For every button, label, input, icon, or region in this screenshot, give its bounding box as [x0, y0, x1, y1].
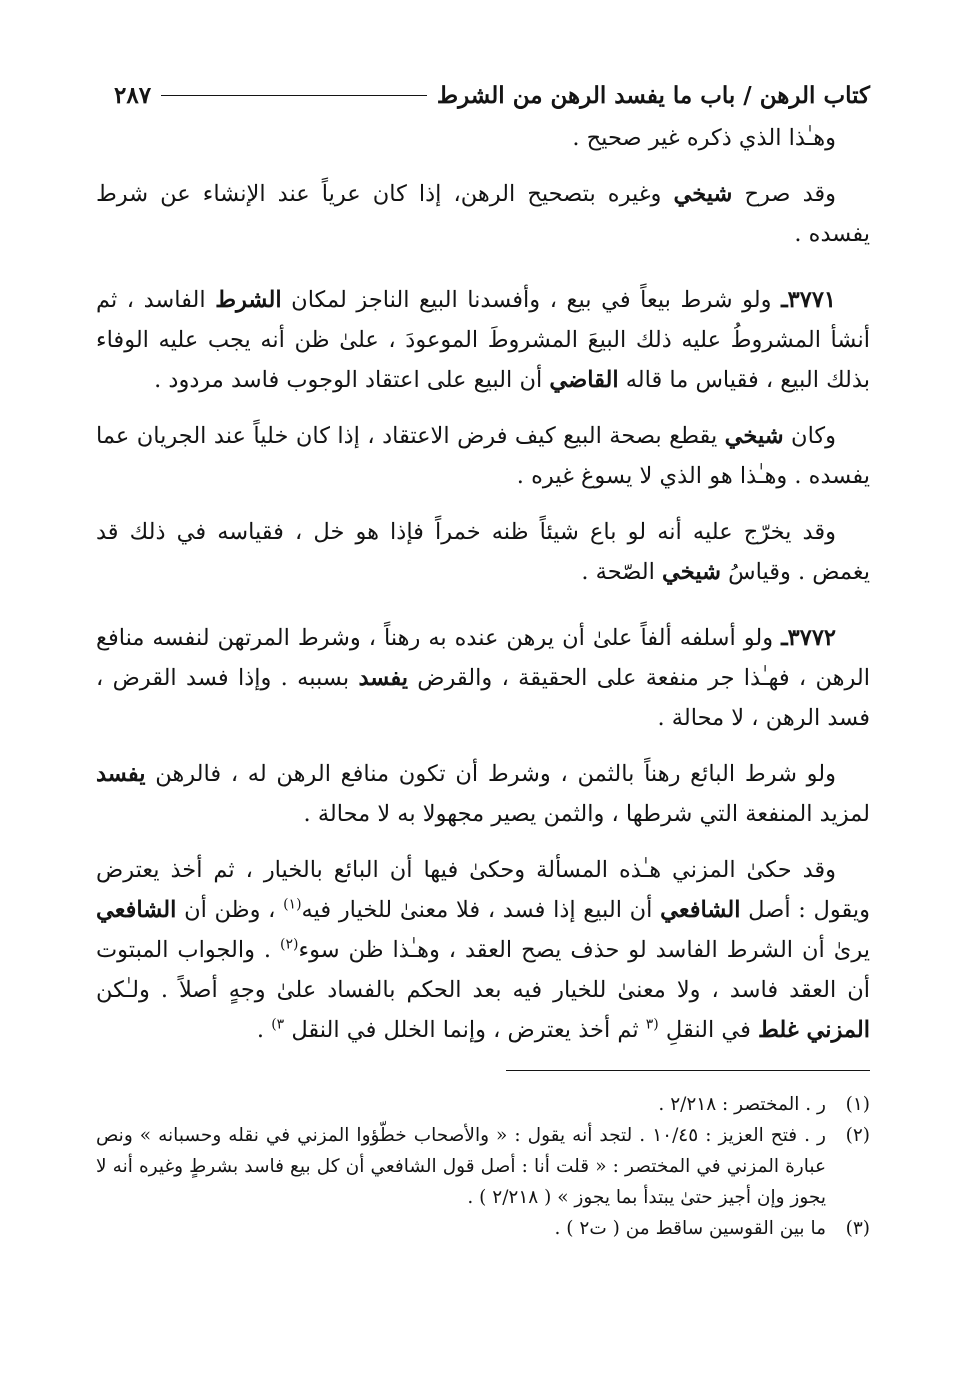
issue-number: ٣٧٧٢ـ: [781, 625, 836, 651]
paragraph-text: في النقلِ: [658, 1017, 759, 1043]
footnote-number: (٣): [845, 1218, 870, 1239]
paragraph-2: [96, 174, 870, 254]
bold-name: الشافعي: [96, 897, 177, 923]
paragraph-text: أن البيع إذا فسد ، فلا معنىٰ للخيار فيه: [301, 897, 661, 923]
footnote-ref[interactable]: (٣: [645, 1016, 659, 1033]
paragraph-text: ولو أسلفه ألفاً علىٰ أن يرهن عنده به رهناً ، وشرط المرتهن لنفسه منافع الرهن ، فهـٰذا جر منفعة على الحقيقة ، والقرض: [96, 625, 870, 691]
paragraph-text: الصّحة .: [581, 559, 663, 585]
footnote-text: ما بين القوسين ساقط من ( ت٢ ) .: [554, 1218, 826, 1239]
running-title: كتاب الرهن / باب ما يفسد الرهن من الشرط: [436, 81, 870, 109]
header-rule: [161, 95, 427, 96]
paragraph-text: وكان: [783, 423, 837, 449]
bold-term: الشرط: [215, 287, 282, 313]
paragraph-text: .: [256, 1017, 272, 1043]
issue-number: ٣٧٧١ـ: [781, 287, 836, 313]
bold-name: شيخي: [662, 559, 721, 585]
paragraph-7: [96, 754, 870, 834]
footnote-separator: [506, 1070, 870, 1071]
footnote-number: (٢): [845, 1125, 870, 1146]
bold-name: شيخي: [673, 181, 733, 207]
running-header: [96, 72, 870, 118]
paragraph-1: [96, 118, 870, 158]
paragraph-4: [96, 416, 870, 496]
footnote-ref[interactable]: (٢): [280, 936, 299, 953]
paragraph-text: لمزيد المنفعة التي شرطها ، والثمن يصير مجهولا به لا محالة .: [303, 801, 870, 827]
paragraph-text: وغيره بتصحيح الرهن، إذا كان عرياً عند الإنشاء عن شرط يفسده .: [96, 181, 870, 247]
paragraph-text: ، وظن أن: [176, 897, 284, 923]
paragraph-text: بسببه . وإذا فسد القرض ، فسد الرهن ، لا محالة .: [96, 665, 870, 731]
footnote-number: (١): [845, 1094, 870, 1115]
footnote: [96, 1213, 870, 1244]
paragraph-5: [96, 512, 870, 592]
bold-name: المزني غلط: [758, 1017, 870, 1043]
paragraph-text: وقد حكىٰ المزني هـٰذه المسألة وحكىٰ فيها أن البائع بالخيار ، ثم أخذ يعترض ويقول : أصل: [96, 857, 870, 923]
paragraph-text: وهـٰذا الذي ذكره غير صحيح .: [572, 125, 836, 151]
footnote-text: ر . المختصر : ٢/٢١٨ .: [658, 1094, 826, 1115]
main-text: [96, 118, 870, 1050]
book-page: [96, 72, 870, 1372]
footnote-text: ر . فتح العزيز : ١٠/٤٥ . لتجد أنه يقول : « والأصحاب خطّؤوا المزني في نقله وحسبانه » ونص عبارة المزني في المختصر : « قلت أنا : أصل قول الشافعي أن كل بيع فاسد بشرطٍ وغيره أنه لا يجوز وإن أجيز حتىٰ يبتدأ بما يجوز » ( ٢/٢١٨ ) .: [96, 1125, 826, 1208]
paragraph-3772: [96, 618, 870, 738]
bold-name: الشافعي: [660, 897, 741, 923]
paragraph-text: ولو شرط البائع رهناً بالثمن ، وشرط أن تكون منافع الرهن له ، فالرهن: [145, 761, 836, 787]
footnotes: [96, 1089, 870, 1244]
footnote-ref[interactable]: ٣): [271, 1016, 285, 1033]
paragraph-text: وقد يخرّج عليه أنه لو باع شيئاً ظنه خمراً فإذا هو خل ، فقياسه في ذلك قد يغمض . وقياسُ: [96, 519, 870, 585]
paragraph-text: . والجواب المبتوت أن العقد فاسد ، ولا معنىٰ للخيار فيه بعد الحكم بالفساد علىٰ وجهٍ أصلاً . ولـٰكن: [96, 937, 870, 1003]
paragraph-8: [96, 850, 870, 1050]
page-number: ٢٨٧: [114, 81, 152, 109]
paragraph-text: يقطع بصحة البيع كيف فرض الاعتقاد ، إذا كان خلياً عند الجريان عما يفسده . وهـٰذا هو الذي لا يسوغ غيره .: [96, 423, 870, 489]
paragraph-3771: [96, 280, 870, 400]
paragraph-text: أن البيع على اعتقاد الوجوب فاسد مردود .: [154, 367, 550, 393]
paragraph-text: يرىٰ أن الشرط الفاسد لو حذف يصح العقد ، وهـٰذا ظن سوء: [298, 937, 870, 963]
footnote: [96, 1089, 870, 1120]
paragraph-text: ثم أخذ يعترض ، وإنما الخلل في النقل: [284, 1017, 646, 1043]
bold-term: يفسد: [358, 665, 408, 691]
footnote-ref[interactable]: (١): [283, 896, 302, 913]
bold-term: يفسد: [96, 761, 146, 787]
paragraph-text: الفاسد ، ثم أنشأ المشروطُ عليه ذلك البيعَ المشروطَ الموعودَ ، علىٰ ظن أنه يجب عليه الوفاء بذلك البيع ، فقياس ما قاله: [96, 287, 870, 393]
footnote: [96, 1120, 870, 1213]
paragraph-text: ولو شرط بيعاً في بيع ، وأفسدنا البيع الناجز لمكان: [281, 287, 782, 313]
bold-name: القاضي: [549, 367, 619, 393]
bold-name: شيخي: [724, 423, 784, 449]
paragraph-text: وقد صرح: [732, 181, 837, 207]
